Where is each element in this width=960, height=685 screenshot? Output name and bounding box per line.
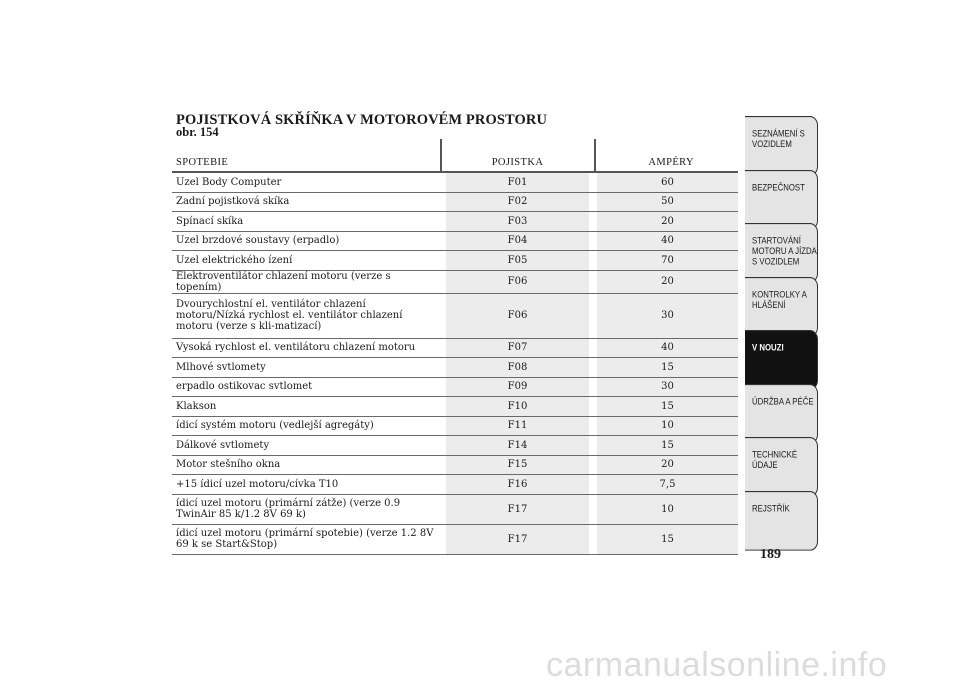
fuse-cell: F08	[446, 358, 589, 378]
fuse-cell: F15	[446, 455, 589, 475]
table-row	[172, 358, 738, 378]
fuse-cell: F04	[446, 231, 589, 251]
tab-section[interactable]	[745, 277, 818, 337]
tab-section[interactable]	[745, 330, 818, 390]
consumer-cell: Zadní pojistková skíka	[172, 192, 438, 212]
fuse-cell: F03	[446, 212, 589, 232]
fuse-table	[172, 139, 738, 555]
table-row	[172, 436, 738, 456]
ampere-cell: 20	[597, 270, 738, 293]
ampere-cell: 70	[597, 251, 738, 271]
tab-section[interactable]	[745, 170, 818, 230]
ampere-cell: 15	[597, 436, 738, 456]
ampere-cell: 30	[597, 293, 738, 338]
tab-section[interactable]	[745, 116, 818, 176]
tab-label: STARTOVÁNÍ MOTORU A JÍZDA S VOZIDLEM	[752, 235, 817, 267]
consumer-cell: ídicí uzel motoru (primární zátže) (verze 0.9 TwinAir 85 k/1.2 8V 69 k)	[172, 494, 438, 524]
fuse-cell: F10	[446, 397, 589, 417]
table-header-row	[172, 139, 738, 172]
fuse-cell: F01	[446, 172, 589, 192]
fuse-cell: F06	[446, 293, 589, 338]
header-fuse: POJISTKA	[446, 139, 589, 172]
tab-label: REJSTŘÍK	[752, 503, 790, 514]
ampere-cell: 10	[597, 494, 738, 524]
fuse-cell: F11	[446, 416, 589, 436]
ampere-cell: 50	[597, 192, 738, 212]
ampere-cell: 15	[597, 358, 738, 378]
consumer-cell: Mlhové svtlomety	[172, 358, 438, 378]
fuse-cell: F17	[446, 524, 589, 554]
consumer-cell: Elektroventilátor chlazení motoru (verze s topením)	[172, 270, 438, 293]
consumer-cell: Dvourychlostní el. ventilátor chlazení motoru/Nízká rychlost el. ventilátor chlazení motoru (verze s kli-matizací)	[172, 293, 438, 338]
table-row	[172, 251, 738, 271]
table-row	[172, 377, 738, 397]
consumer-cell: Motor stešního okna	[172, 455, 438, 475]
ampere-cell: 15	[597, 397, 738, 417]
ampere-cell: 10	[597, 416, 738, 436]
ampere-cell: 15	[597, 524, 738, 554]
table-row	[172, 172, 738, 192]
tab-label: V NOUZI	[752, 342, 784, 353]
consumer-cell: erpadlo ostikovac svtlomet	[172, 377, 438, 397]
table-row	[172, 475, 738, 495]
table-row	[172, 494, 738, 524]
table-row	[172, 293, 738, 338]
page-title: POJISTKOVÁ SKŘÍŇKA V MOTOROVÉM PROSTORU	[176, 112, 548, 128]
consumer-cell: Dálkové svtlomety	[172, 436, 438, 456]
table-row	[172, 192, 738, 212]
tab-section[interactable]	[745, 384, 818, 444]
fuse-cell: F16	[446, 475, 589, 495]
consumer-cell: Uzel elektrického ízení	[172, 251, 438, 271]
table-row	[172, 524, 738, 554]
ampere-cell: 40	[597, 231, 738, 251]
tab-section[interactable]	[745, 437, 818, 497]
table-row	[172, 397, 738, 417]
tab-section[interactable]	[745, 491, 818, 551]
tab-label: KONTROLKY A HLÁŠENÍ	[752, 289, 807, 310]
table-row	[172, 416, 738, 436]
figure-reference: obr. 154	[176, 125, 219, 139]
ampere-cell: 60	[597, 172, 738, 192]
tab-label: TECHNICKÉ ÚDAJE	[752, 449, 798, 471]
tab-label: BEZPEČNOST	[752, 182, 805, 193]
fuse-cell: F02	[446, 192, 589, 212]
ampere-cell: 20	[597, 212, 738, 232]
consumer-cell: Klakson	[172, 397, 438, 417]
table-row	[172, 212, 738, 232]
tab-label: SEZNÁMENÍ S VOZIDLEM	[752, 128, 805, 150]
fuse-cell: F06	[446, 270, 589, 293]
ampere-cell: 40	[597, 338, 738, 358]
consumer-cell: +15 ídicí uzel motoru/cívka T10	[172, 475, 438, 495]
consumer-cell: Spínací skíka	[172, 212, 438, 232]
consumer-cell: Uzel Body Computer	[172, 172, 438, 192]
consumer-cell: ídicí uzel motoru (primární spotebie) (verze 1.2 8V 69 k se Start&Stop)	[172, 524, 438, 554]
table-row	[172, 231, 738, 251]
table-row	[172, 270, 738, 293]
ampere-cell: 7,5	[597, 475, 738, 495]
page-number: 189	[760, 547, 781, 562]
fuse-cell: F14	[446, 436, 589, 456]
table-row	[172, 455, 738, 475]
header-amperes: AMPÉRY	[597, 139, 738, 172]
watermark: carmanualsonline.info	[546, 646, 888, 684]
tab-label: ÚDRŽBA A PÉČE	[752, 396, 814, 407]
consumer-cell: Vysoká rychlost el. ventilátoru chlazení motoru	[172, 338, 438, 358]
header-consumer: SPOTEBIE	[172, 139, 438, 172]
fuse-cell: F07	[446, 338, 589, 358]
consumer-cell: Uzel brzdové soustavy (erpadlo)	[172, 231, 438, 251]
ampere-cell: 30	[597, 377, 738, 397]
ampere-cell: 20	[597, 455, 738, 475]
fuse-table-container	[172, 139, 738, 555]
fuse-cell: F17	[446, 494, 589, 524]
fuse-cell: F05	[446, 251, 589, 271]
tab-section[interactable]	[745, 223, 818, 283]
table-row	[172, 338, 738, 358]
section-tabs	[745, 116, 818, 544]
fuse-cell: F09	[446, 377, 589, 397]
table-body	[172, 172, 738, 554]
consumer-cell: ídicí systém motoru (vedlejší agregáty)	[172, 416, 438, 436]
